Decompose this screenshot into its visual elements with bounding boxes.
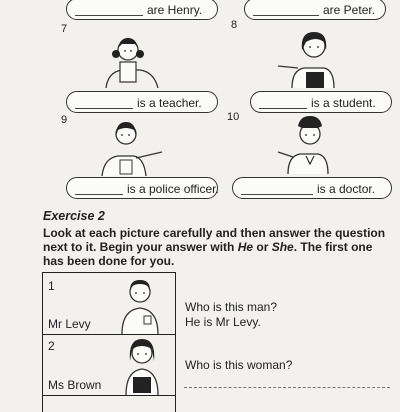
answer-blank[interactable] [75,181,123,195]
bubble-doctor [232,177,392,199]
row-number: 1 [48,279,55,293]
bubble-top-right [244,0,386,20]
bubble-teacher [66,91,218,113]
bubble-text: is a police officer. [127,182,219,196]
picture-number: 8 [231,19,238,31]
question-text: Who is this man? [185,300,278,314]
row-divider [42,395,176,396]
bubble-text: is a student. [311,96,376,110]
row-name: Ms Brown [48,378,102,392]
row-name: Mr Levy [48,317,91,331]
bubble-text: is a teacher. [137,96,202,110]
answer-blank[interactable] [253,2,319,16]
answer-blank[interactable] [75,95,133,109]
answer-blank[interactable] [259,95,307,109]
woman-illustration [282,28,342,90]
picture-number: 10 [227,111,240,123]
bubble-top-left [66,0,218,20]
man-illustration [118,276,162,334]
woman-illustration [120,337,164,395]
bubble-text: are Henry. [147,3,203,17]
answer-blank[interactable] [75,2,143,16]
question-text: Who is this woman? [185,358,293,372]
picture-number: 7 [61,23,68,35]
exercise-title: Exercise 2 [43,209,105,223]
bubble-text: is a doctor. [317,182,376,196]
row-number: 2 [48,339,55,353]
row-divider [42,334,176,335]
picture-number: 9 [61,114,68,126]
exercise-instructions: Look at each picture carefully and then answer the question next to it. Begin your answer with He or She. The first one has been done for you. [43,226,386,268]
answer-text: He is Mr Levy. [185,315,261,329]
police-officer-illustration [96,118,166,178]
answer-line[interactable] [184,387,390,388]
bubble-student [250,91,392,113]
bubble-police-officer [66,177,218,199]
girl-illustration [102,30,162,90]
answer-blank[interactable] [241,181,313,195]
doctor-illustration [274,114,344,176]
bubble-text: are Peter. [323,3,376,17]
